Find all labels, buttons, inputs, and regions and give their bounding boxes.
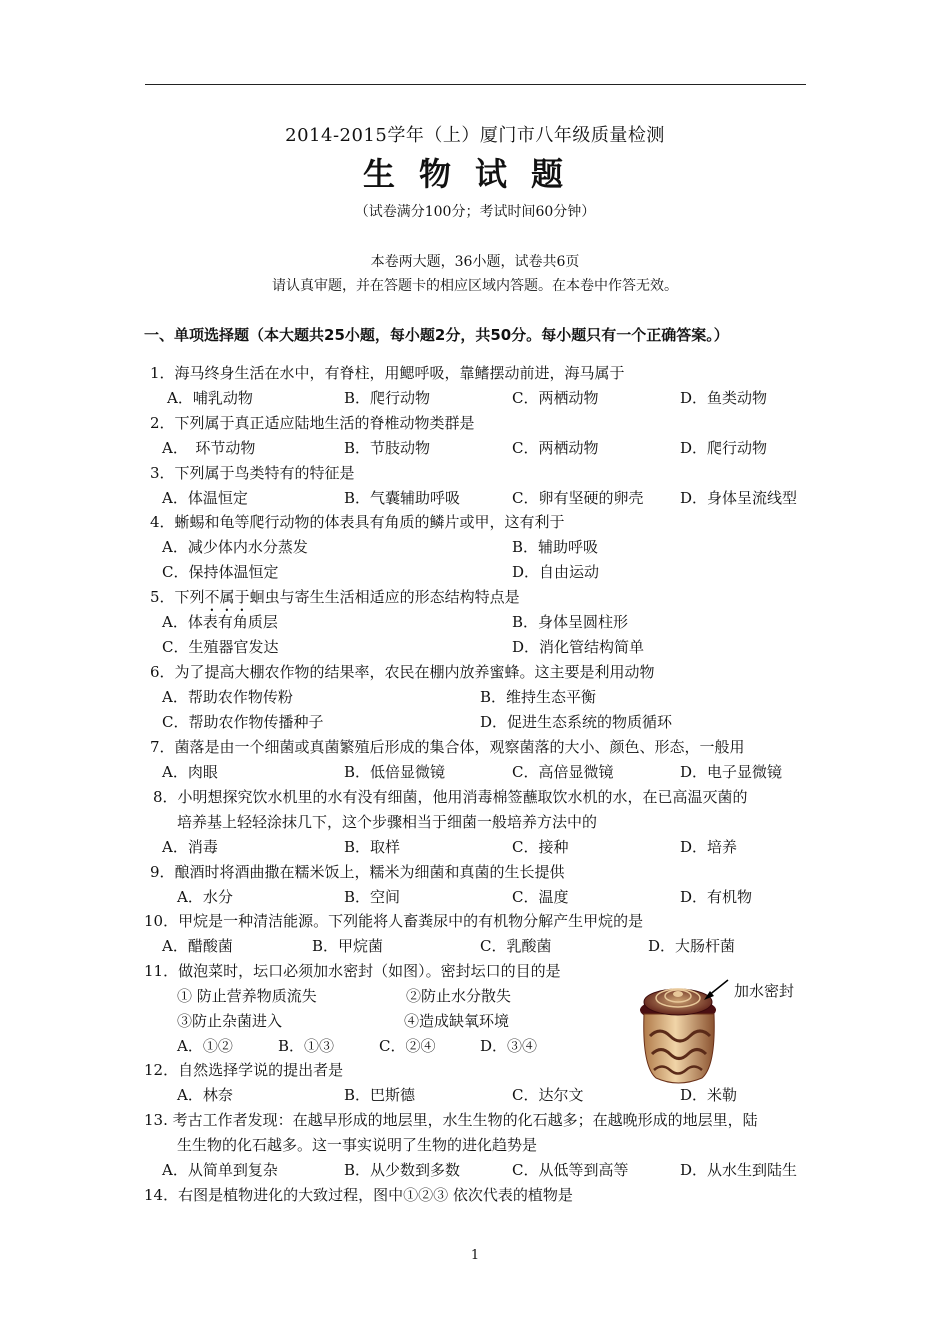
question-stem: 8．小明想探究饮水机里的水有没有细菌，他用消毒棉签蘸取饮水机的水，在已高温灭菌的 (153, 788, 748, 806)
option-c: C．高倍显微镜 (512, 763, 614, 781)
header-rule (145, 84, 806, 85)
question-stem: 7．菌落是由一个细菌或真菌繁殖后形成的集合体，观察菌落的大小、颜色、形态，一般用 (150, 738, 745, 756)
question-stem: 3．下列属于鸟类特有的特征是 (150, 464, 355, 482)
option-c: C．从低等到高等 (512, 1161, 629, 1179)
page-number: 1 (470, 1248, 480, 1263)
option-c: C．保持体温恒定 (162, 563, 279, 581)
exam-note: （试卷满分100分；考试时间60分钟） (354, 204, 596, 220)
option-a: A．消毒 (162, 838, 218, 856)
option-c: C．接种 (512, 838, 569, 856)
question-stem: 12．自然选择学说的提出者是 (144, 1061, 344, 1079)
option-b: B．维持生态平衡 (480, 688, 597, 706)
option-a: A．体表有角质层 (162, 613, 278, 631)
option-a: A．林奈 (177, 1086, 233, 1104)
question-stem: 6．为了提高大棚农作物的结果率，农民在棚内放养蜜蜂。这主要是利用动物 (150, 663, 655, 681)
option-a: A．减少体内水分蒸发 (162, 538, 308, 556)
option-b: B．甲烷菌 (312, 937, 384, 955)
subject-title: 生物试题 (362, 155, 587, 193)
option-d: D．电子显微镜 (680, 763, 783, 781)
option-d: D．促进生态系统的物质循环 (480, 713, 673, 731)
exam-info-1: 本卷两大题，36小题，试卷共6页 (370, 254, 580, 270)
question-stem: 1．海马终身生活在水中，有脊柱，用鳃呼吸，靠鳍摆动前进，海马属于 (150, 364, 625, 382)
question-stem: 14．右图是植物进化的大致过程，图中①②③ 依次代表的植物是 (144, 1186, 573, 1204)
question-stem-continued: 培养基上轻轻涂抹几下，这个步骤相当于细菌一般培养方法中的 (177, 813, 598, 831)
question-stem: 4．蜥蜴和龟等爬行动物的体表具有角质的鳞片或甲，这有利于 (150, 513, 565, 531)
question-stem: 9．酿酒时将酒曲撒在糯米饭上，糯米为细菌和真菌的生长提供 (150, 863, 565, 881)
option-d: D．有机物 (680, 888, 753, 906)
statement-3: ③防止杂菌进入 (177, 1012, 283, 1030)
question-stem: 2．下列属于真正适应陆地生活的脊椎动物类群是 (150, 414, 475, 432)
option-d: D．从水生到陆生 (680, 1161, 798, 1179)
option-b: B．空间 (344, 888, 401, 906)
option-c: C．卵有坚硬的卵壳 (512, 489, 644, 507)
question-stem: 13. 考古工作者发现：在越早形成的地层里，水生生物的化石越多；在越晚形成的地层里，陆 (144, 1111, 758, 1129)
option-a: A．帮助农作物传粉 (162, 688, 293, 706)
option-d: D．身体呈流线型 (680, 489, 798, 507)
statement-4: ④造成缺氧环境 (404, 1012, 510, 1030)
question-stem: 11．做泡菜时，坛口必须加水密封（如图）。密封坛口的目的是 (144, 962, 561, 980)
option-d: D．鱼类动物 (680, 389, 768, 407)
option-b: B．辅助呼吸 (512, 538, 599, 556)
option-b: B．从少数到多数 (344, 1161, 461, 1179)
figure-label: 加水密封 (734, 982, 795, 1000)
option-a: A．从简单到复杂 (162, 1161, 278, 1179)
option-b: B．身体呈圆柱形 (512, 613, 629, 631)
option-a: A．体温恒定 (162, 489, 248, 507)
option-a: A． 环节动物 (162, 439, 256, 457)
statement-1: ① 防止营养物质流失 (177, 987, 317, 1005)
option-b: B．气囊辅助呼吸 (344, 489, 461, 507)
question-stem: 10．甲烷是一种清洁能源。下列能将人畜粪尿中的有机物分解产生甲烷的是 (144, 912, 644, 930)
stem-emphasis: 不属于 (204, 588, 250, 606)
option-c: C．乳酸菌 (480, 937, 552, 955)
stem-suffix: 蛔虫与寄生生活相适应的形态结构特点是 (249, 588, 520, 606)
section-heading: 一、单项选择题（本大题共25小题，每小题2分，共50分。每小题只有一个正确答案。） (144, 326, 729, 344)
option-c: C．②④ (379, 1037, 436, 1055)
exam-title: 2014-2015学年（上）厦门市八年级质量检测 (285, 125, 665, 146)
option-a: A．哺乳动物 (167, 389, 253, 407)
option-d: D．消化管结构简单 (512, 638, 645, 656)
exam-info-2: 请认真审题，并在答题卡的相应区域内答题。在本卷中作答无效。 (272, 278, 678, 294)
option-c: C．帮助农作物传播种子 (162, 713, 324, 731)
option-d: D．大肠杆菌 (648, 937, 736, 955)
option-a: A．①② (177, 1037, 233, 1055)
option-b: B．①③ (278, 1037, 335, 1055)
option-b: B．爬行动物 (344, 389, 431, 407)
option-b: B．巴斯德 (344, 1086, 416, 1104)
option-c: C．达尔文 (512, 1086, 584, 1104)
option-d: D．米勒 (680, 1086, 738, 1104)
option-d: D．③④ (480, 1037, 538, 1055)
stem-prefix: 5．下列 (150, 588, 205, 606)
option-d: D．培养 (680, 838, 738, 856)
option-c: C．温度 (512, 888, 569, 906)
statement-2: ②防止水分散失 (406, 987, 512, 1005)
question-stem (150, 587, 520, 615)
option-a: A．水分 (177, 888, 233, 906)
question-stem-continued: 生生物的化石越多。这一事实说明了生物的进化趋势是 (177, 1136, 538, 1154)
option-a: A．醋酸菌 (162, 937, 233, 955)
option-d: D．自由运动 (512, 563, 600, 581)
option-b: B．节肢动物 (344, 439, 431, 457)
option-c: C．生殖器官发达 (162, 638, 279, 656)
option-c: C．两栖动物 (512, 439, 599, 457)
option-a: A．肉眼 (162, 763, 218, 781)
option-c: C．两栖动物 (512, 389, 599, 407)
pickle-jar-figure (630, 974, 730, 1090)
option-b: B．低倍显微镜 (344, 763, 446, 781)
option-d: D．爬行动物 (680, 439, 768, 457)
option-b: B．取样 (344, 838, 401, 856)
